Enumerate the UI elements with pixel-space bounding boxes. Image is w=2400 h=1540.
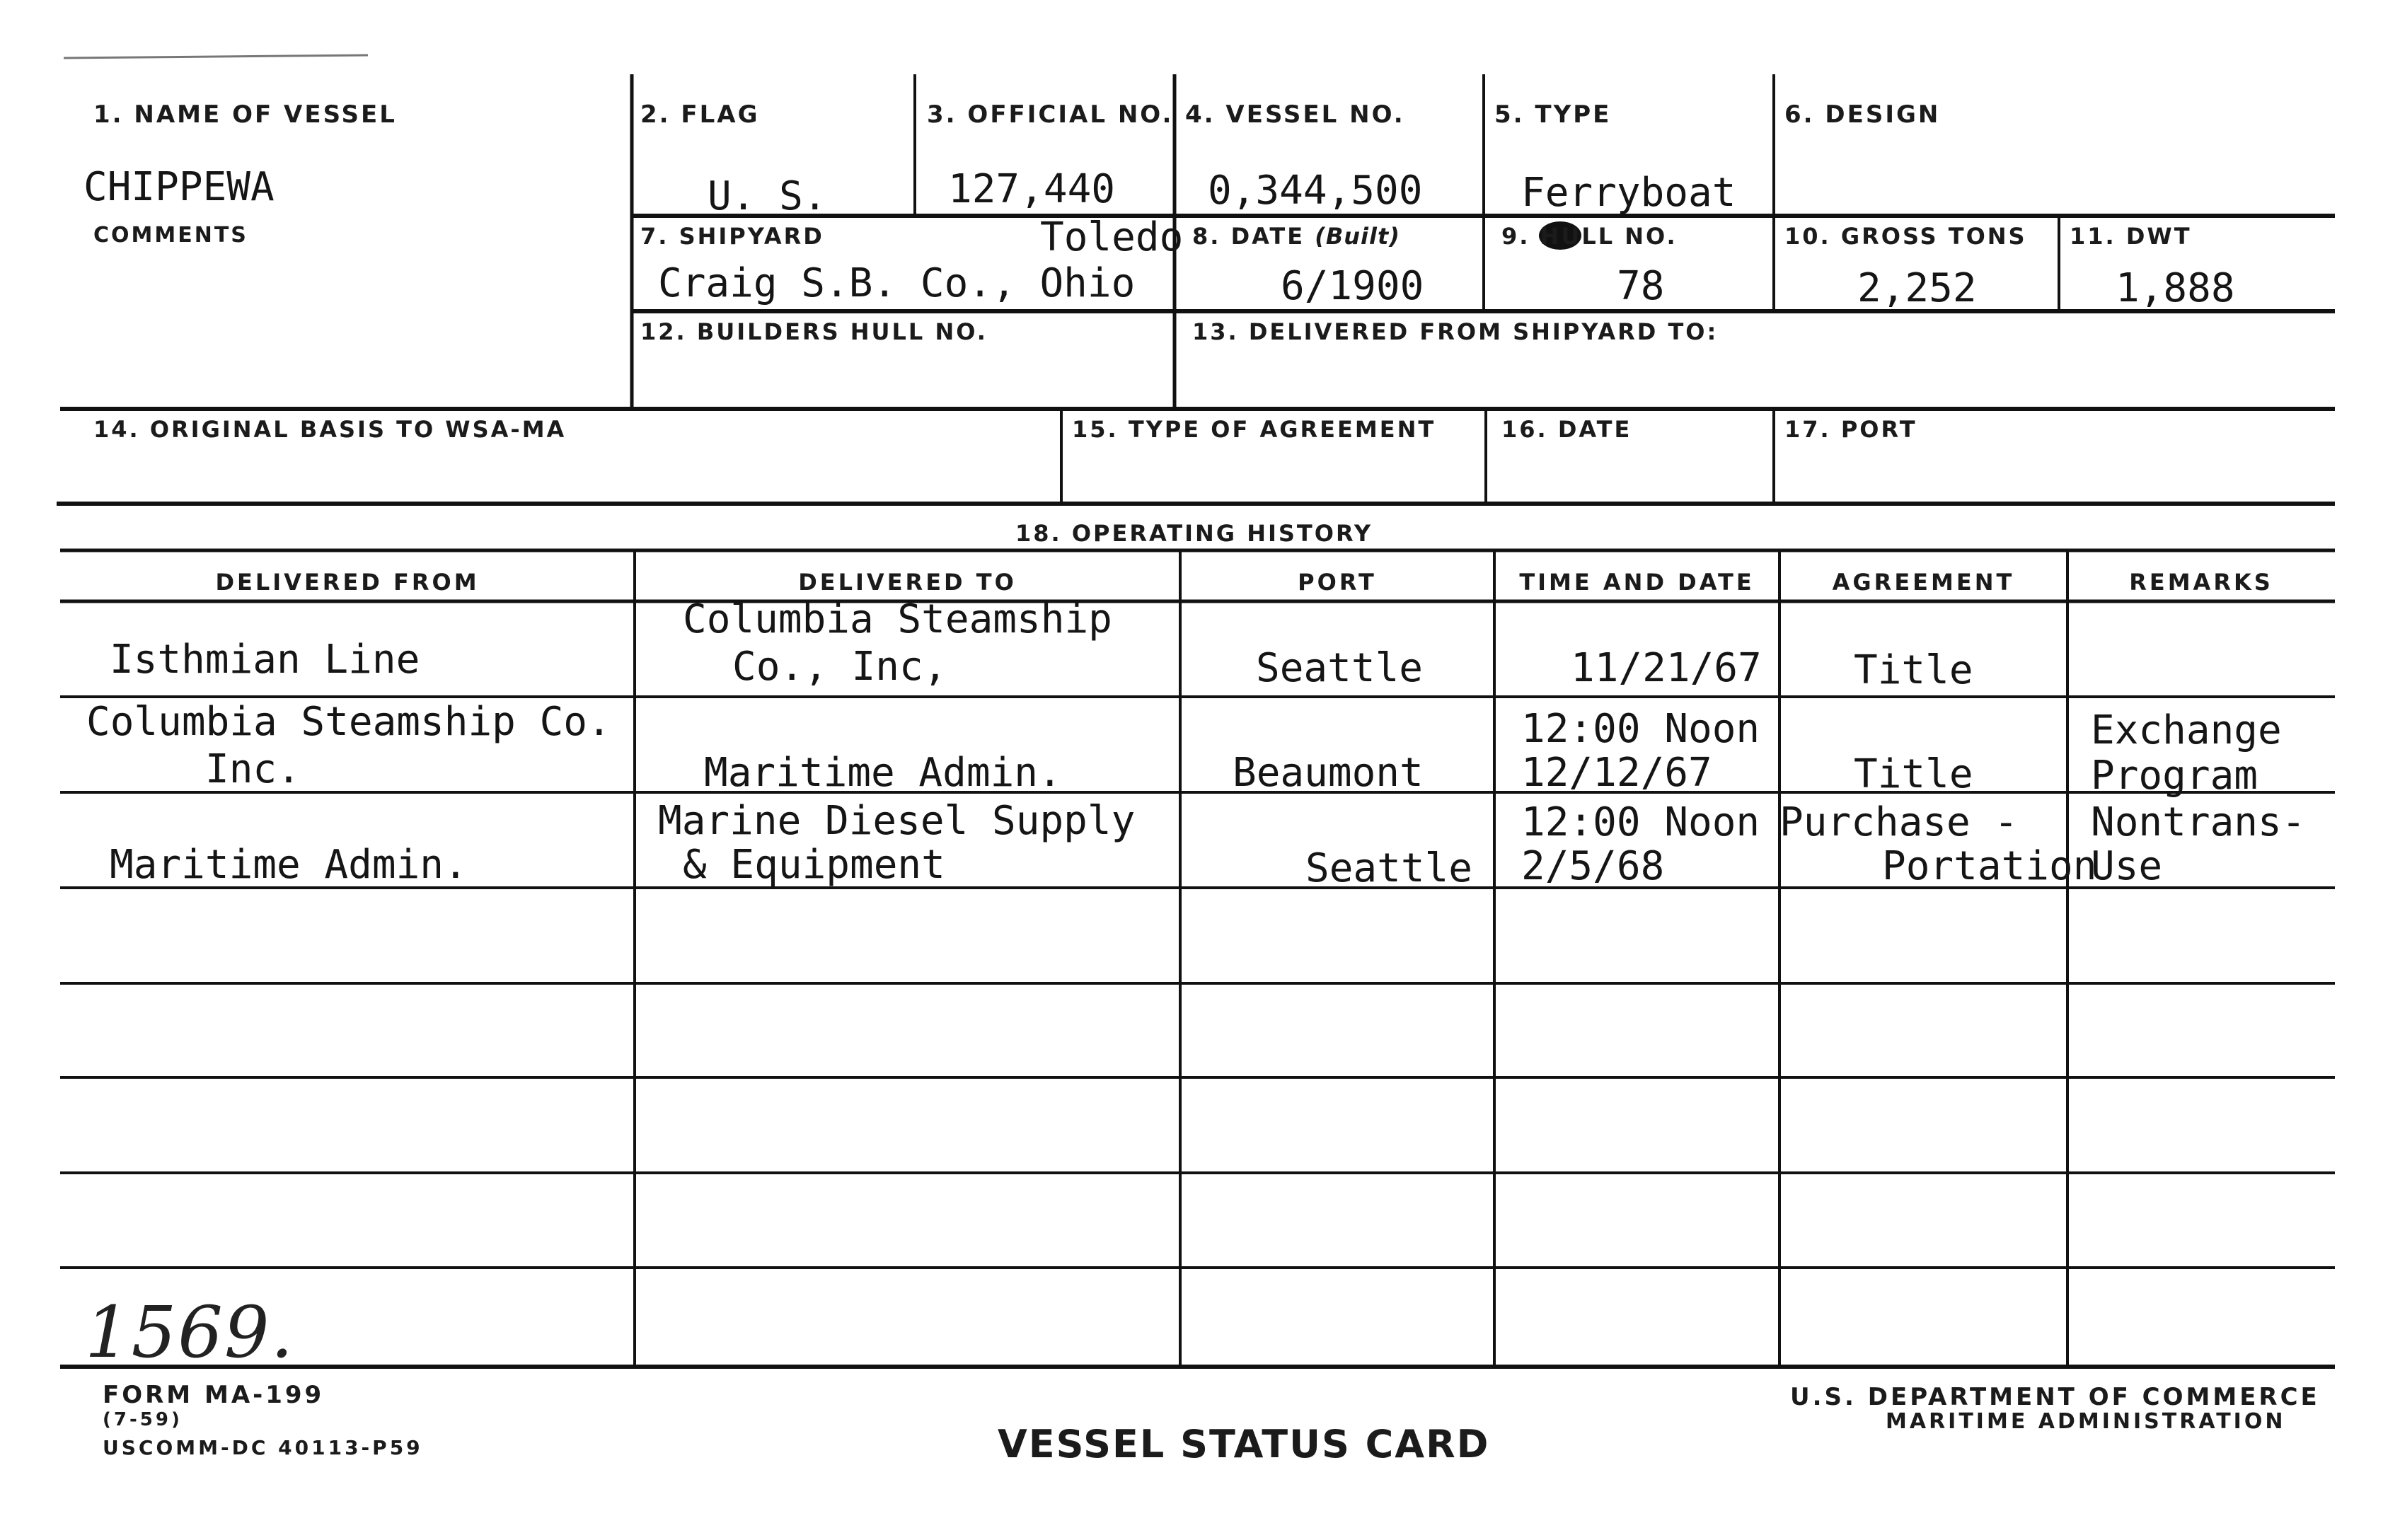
col-header-remarks: REMARKS <box>2129 569 2273 596</box>
label-delivered-from-shipyard: 13. DELIVERED FROM SHIPYARD TO: <box>1192 318 1719 345</box>
form-date: (7-59) <box>103 1409 183 1430</box>
row2-port: Beaumont <box>1233 750 1424 796</box>
col-header-delivered-to: DELIVERED TO <box>798 569 1017 596</box>
col-header-port: PORT <box>1298 569 1377 596</box>
row2-time: 12:00 Noon <box>1521 706 1760 752</box>
handwritten-note: 1569. <box>85 1291 295 1374</box>
row1-port: Seattle <box>1256 645 1424 691</box>
col-header-agreement: AGREEMENT <box>1832 569 2015 596</box>
value-hull-no: 78 <box>1617 263 1665 309</box>
row3-remarks-line2: Use <box>2091 843 2163 889</box>
row3-agreement-line2: Portation <box>1882 843 2097 889</box>
row3-agreement-line1: Purchase - <box>1779 799 2019 845</box>
value-gross-tons: 2,252 <box>1857 265 1977 311</box>
label-original-basis: 14. ORIGINAL BASIS TO WSA-MA <box>93 416 567 443</box>
label-shipyard: 7. SHIPYARD <box>640 223 824 250</box>
label-vessel-no: 4. VESSEL NO. <box>1185 100 1405 129</box>
row2-from-line2: Inc. <box>205 746 301 792</box>
label-hull-no: 9. HULL NO. <box>1501 223 1678 250</box>
row3-date: 2/5/68 <box>1521 843 1665 889</box>
value-vessel-name: CHIPPEWA <box>83 164 275 210</box>
row1-to-line2: Co., Inc, <box>732 644 947 690</box>
label-port: 17. PORT <box>1784 416 1917 443</box>
label-official-no: 3. OFFICIAL NO. <box>927 100 1174 129</box>
label-flag: 2. FLAG <box>640 100 760 129</box>
dept-line2: MARITIME ADMINISTRATION <box>1886 1409 2286 1434</box>
row3-to-line2: & Equipment <box>683 842 945 888</box>
row2-date: 12/12/67 <box>1521 750 1712 796</box>
row3-to-line1: Marine Diesel Supply <box>658 798 1136 844</box>
label-builders-hull-no: 12. BUILDERS HULL NO. <box>640 318 988 345</box>
value-type: Ferryboat <box>1521 170 1736 216</box>
value-date-built: 6/1900 <box>1281 263 1424 309</box>
col-header-time-date: TIME AND DATE <box>1519 569 1755 596</box>
card-title: VESSEL STATUS CARD <box>998 1422 1490 1466</box>
label-date-built: 8. DATE (Built) <box>1192 223 1400 250</box>
row2-remarks-line2: Program <box>2091 753 2258 799</box>
row2-from-line1: Columbia Steamship Co. <box>86 699 611 745</box>
row1-from: Isthmian Line <box>110 637 420 683</box>
label-dwt: 11. DWT <box>2070 223 2192 250</box>
label-vessel-name: 1. NAME OF VESSEL <box>93 100 397 129</box>
value-shipyard: Craig S.B. Co., Ohio <box>658 260 1136 306</box>
row2-remarks-line1: Exchange <box>2091 707 2282 753</box>
label-operating-history: 18. OPERATING HISTORY <box>1015 520 1373 547</box>
row1-to-line1: Columbia Steamship <box>683 596 1112 642</box>
row3-remarks-line1: Nontrans- <box>2091 799 2306 845</box>
value-flag: U. S. <box>708 173 827 219</box>
dept-line1: U.S. DEPARTMENT OF COMMERCE <box>1790 1383 2320 1411</box>
label-design: 6. DESIGN <box>1784 100 1941 129</box>
label-type-of-agreement: 15. TYPE OF AGREEMENT <box>1072 416 1436 443</box>
form-number: FORM MA-199 <box>103 1381 325 1409</box>
printer-code: USCOMM-DC 40113-P59 <box>103 1436 423 1459</box>
label-gross-tons: 10. GROSS TONS <box>1784 223 2027 250</box>
label-date: 16. DATE <box>1501 416 1632 443</box>
row1-time-date: 11/21/67 <box>1571 645 1762 691</box>
value-shipyard-city: Toledo <box>1040 214 1184 260</box>
row3-from: Maritime Admin. <box>110 842 468 888</box>
col-header-delivered-from: DELIVERED FROM <box>215 569 480 596</box>
row3-port: Seattle <box>1305 845 1473 891</box>
row3-time: 12:00 Noon <box>1521 799 1760 845</box>
value-vessel-no: 0,344,500 <box>1208 168 1423 214</box>
value-dwt: 1,888 <box>2116 265 2235 311</box>
value-official-no: 127,440 <box>948 166 1116 212</box>
label-type: 5. TYPE <box>1494 100 1612 129</box>
row1-agreement: Title <box>1854 647 1973 693</box>
row2-agreement: Title <box>1854 751 1973 797</box>
label-comments: COMMENTS <box>93 223 248 248</box>
row2-to: Maritime Admin. <box>704 750 1062 796</box>
